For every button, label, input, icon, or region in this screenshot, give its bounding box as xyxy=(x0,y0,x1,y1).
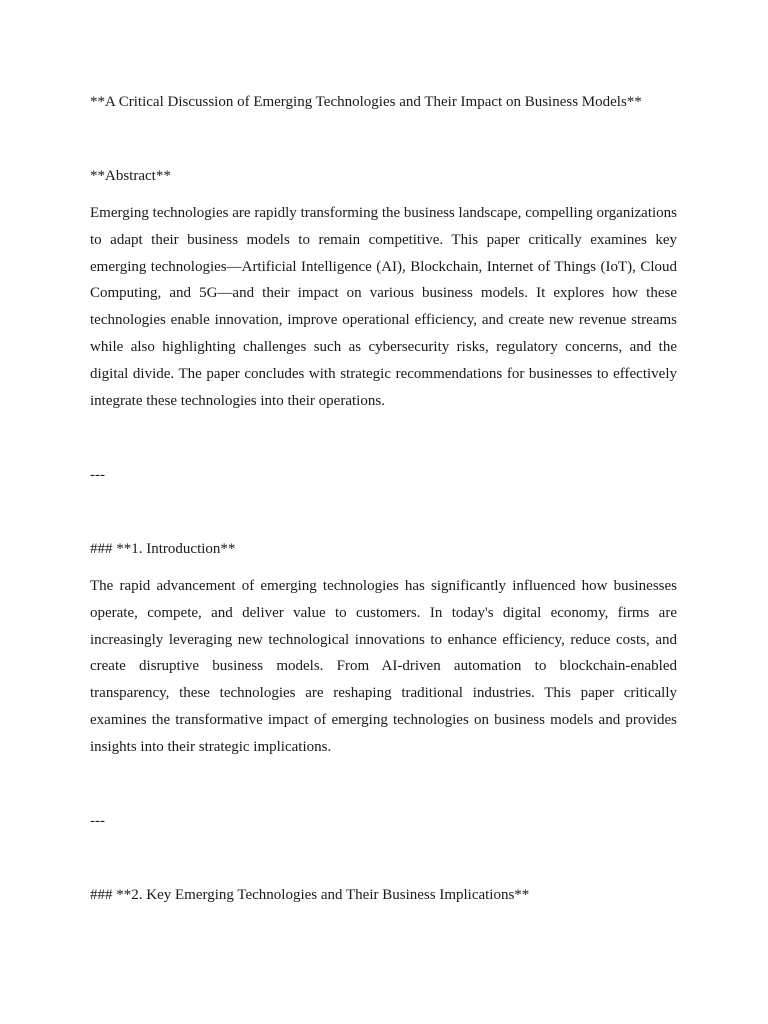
introduction-paragraph: The rapid advancement of emerging technologies has significantly influenced how businesses operate, compete, and deliver value to customers. In today's digital economy, firms are increasingly leveraging new technological innovations to enhance efficiency, reduce costs, and create disruptive business models. From AI-driven automation to blockchain-enabled transparency, these technologies are reshaping traditional industries. This paper critically examines the transformative impact of emerging technologies on business models and provides insights into their strategic implications. xyxy=(90,578,677,755)
section-separator: --- xyxy=(90,813,105,829)
abstract-paragraph: Emerging technologies are rapidly transforming the business landscape, compelling organizations to adapt their business models to remain competitive. This paper critically examines key emerging technologies—Artificial Intelligence (AI), Blockchain, Internet of Things (IoT), Cloud Computing, and 5G—and their impact on various business models. It explores how these technologies enable innovation, improve operational efficiency, and create new revenue streams while also highlighting challenges such as cybersecurity risks, regulatory concerns, and the digital divide. The paper concludes with strategic recommendations for businesses to effectively integrate these technologies into their operations. xyxy=(90,205,677,409)
introduction-heading: ### **1. Introduction** xyxy=(90,541,236,557)
document-title: **A Critical Discussion of Emerging Technologies and Their Impact on Business Models** xyxy=(90,94,642,110)
section-separator: --- xyxy=(90,467,105,483)
key-technologies-heading: ### **2. Key Emerging Technologies and Their Business Implications** xyxy=(90,887,530,903)
abstract-heading: **Abstract** xyxy=(90,168,171,184)
